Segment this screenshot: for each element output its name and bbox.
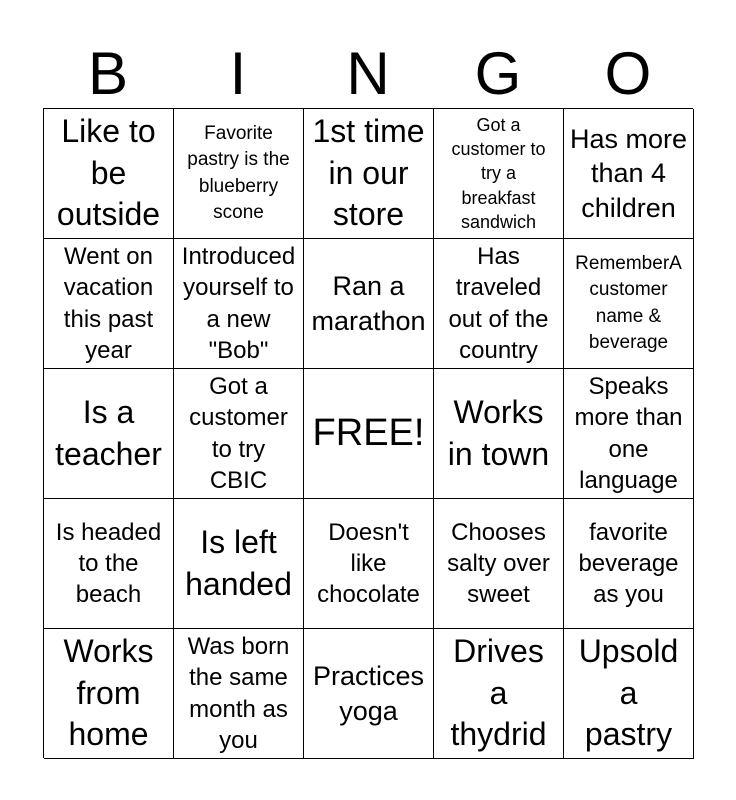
bingo-board <box>43 108 693 758</box>
cell-text: Got a customer to try CBIC <box>189 373 288 494</box>
bingo-cell[interactable] <box>564 499 694 629</box>
bingo-cell[interactable] <box>174 239 304 369</box>
cell-text: Drives a thydrid <box>450 633 547 753</box>
cell-text: Introduced yourself to a new "Bob" <box>181 243 296 364</box>
bingo-cell[interactable] <box>564 239 694 369</box>
cell-text: Doesn't like chocolate <box>317 518 420 609</box>
cell-text: Favorite pastry is the blueberry scone <box>187 123 290 223</box>
header-letter-g: G <box>474 40 522 107</box>
header-letter-b: B <box>87 40 129 107</box>
bingo-cell[interactable] <box>174 369 304 499</box>
cell-text: Got a customer to try a breakfast sandwich <box>451 114 546 232</box>
header-letter-i: I <box>229 40 247 107</box>
bingo-cell-free[interactable] <box>304 369 434 499</box>
bingo-cell[interactable] <box>304 109 434 239</box>
cell-text: RememberA customer name & beverage <box>575 253 682 353</box>
bingo-cell[interactable] <box>174 109 304 239</box>
bingo-cell[interactable] <box>44 499 174 629</box>
free-space-text: FREE! <box>312 411 425 454</box>
bingo-cell[interactable] <box>44 109 174 239</box>
cell-text: Is headed to the beach <box>55 518 162 609</box>
bingo-cell[interactable] <box>174 499 304 629</box>
cell-text: Ran a marathon <box>311 270 426 336</box>
bingo-cell[interactable] <box>44 629 174 759</box>
cell-text: Went on vacation this past year <box>63 243 154 364</box>
cell-text: Like to be outside <box>56 113 161 233</box>
cell-text: Practices yoga <box>312 660 425 726</box>
bingo-cell[interactable] <box>434 109 564 239</box>
bingo-cell[interactable] <box>304 499 434 629</box>
header-letter-n: N <box>346 40 390 107</box>
cell-text: Has more than 4 children <box>569 123 688 223</box>
cell-text: Works in town <box>447 393 550 472</box>
cell-text: Speaks more than one language <box>574 373 683 494</box>
cell-text: favorite beverage as you <box>578 518 679 609</box>
cell-text: Upsold a pastry <box>578 633 679 753</box>
bingo-cell[interactable] <box>564 369 694 499</box>
bingo-cell[interactable] <box>44 239 174 369</box>
bingo-cell[interactable] <box>434 629 564 759</box>
header-letter-o: O <box>604 40 652 107</box>
bingo-cell[interactable] <box>434 239 564 369</box>
cell-text: Was born the same month as you <box>187 633 290 754</box>
bingo-cell[interactable] <box>174 629 304 759</box>
cell-text: Is a teacher <box>55 393 162 472</box>
cell-text: Works from home <box>63 633 154 753</box>
cell-text: Is left handed <box>185 523 292 602</box>
bingo-cell[interactable] <box>434 369 564 499</box>
cell-text: Chooses salty over sweet <box>447 518 550 609</box>
bingo-cell[interactable] <box>564 109 694 239</box>
bingo-cell[interactable] <box>44 369 174 499</box>
cell-text: Has traveled out of the country <box>448 243 549 364</box>
bingo-cell[interactable] <box>304 239 434 369</box>
cell-text: 1st time in our store <box>312 113 425 233</box>
bingo-header <box>43 40 693 108</box>
bingo-cell[interactable] <box>304 629 434 759</box>
bingo-cell[interactable] <box>434 499 564 629</box>
bingo-cell[interactable] <box>564 629 694 759</box>
